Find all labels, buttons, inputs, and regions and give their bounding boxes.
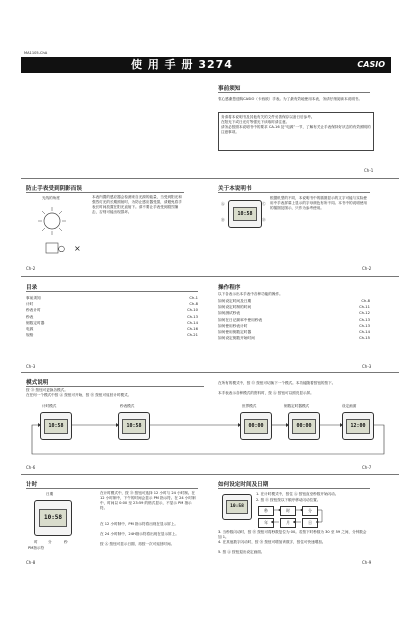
timekeeping-section	[26, 480, 198, 566]
page-number: Ch-6	[26, 465, 36, 470]
operations-heading: 操作程序	[218, 285, 241, 291]
toc-item[interactable]: 秒表 Ch-13	[26, 314, 198, 319]
minute-label: 分	[48, 540, 52, 544]
watch-display: 10:58	[44, 419, 68, 434]
setting-step: 1. 在计时模式中，按住 Ⓐ 按钮直至秒数开始闪动。	[256, 492, 339, 496]
sequence-arrows	[256, 504, 326, 528]
mode-label: 世界模式	[242, 404, 257, 408]
watch-illustration	[34, 500, 72, 536]
toc-item[interactable]: 电源 Ch-16	[26, 327, 198, 332]
timekeeping-bullet: 在 24 小时制中，24H指示符将出现在显示屏上。	[100, 532, 179, 536]
document-code: MA1105-ChA	[24, 51, 48, 55]
toc-item[interactable]: 计时 Ch-8	[26, 302, 198, 307]
sequence-item-year: 年	[258, 518, 274, 528]
about-text: 根据机型的不同，本说明书中的插图显示的文字可能与实际使用中手表屏幕上显示的字母颜色有所不同。本书中的说明使用的插图及图示，只作为参考使用。	[270, 196, 368, 210]
setting-step: 2. 按 Ⓓ 按钮按以下顺序移动闪动位置。	[256, 498, 321, 502]
operation-item[interactable]: 如何设定时制的时间 Ch-11	[218, 305, 370, 310]
modes-bullet: 按 Ⓓ 按钮可更换各模式。	[26, 388, 68, 392]
watch-display: 10:58	[226, 500, 248, 514]
page-number: Ch-1	[364, 168, 374, 173]
operations-section	[218, 283, 370, 341]
timekeeping-heading: 计时	[26, 482, 38, 488]
page-number: Ch-9	[362, 560, 372, 565]
solar-caption: 光线的角度	[42, 196, 60, 200]
modes-section	[26, 378, 398, 470]
operation-item[interactable]: 如何使用秒表计时 Ch-13	[218, 323, 370, 328]
operation-item[interactable]: 如何测试秒表 Ch-12	[218, 311, 370, 316]
operation-item[interactable]: 如何设定倒数开始时间 Ch-15	[218, 336, 370, 341]
sequence-item-month: 月	[280, 518, 296, 528]
toc-section	[26, 283, 198, 338]
button-label: Ⓒ	[262, 202, 266, 206]
mode-label: 秒表模式	[120, 404, 135, 408]
page-number: Ch-2	[26, 266, 36, 271]
setting-step: 4. 在其他数字闪动时，按 Ⓑ 按钮可增加该数字，按住可快速增加。	[218, 540, 326, 544]
watch-display: 00:00	[292, 419, 316, 434]
setting-section	[218, 480, 370, 566]
second-label: 秒	[64, 540, 68, 544]
toc-item[interactable]: 规格 Ch-21	[26, 333, 198, 338]
toc-item[interactable]: 事前须知 Ch-1	[26, 296, 198, 300]
notice-line: 务请将本说明书及其他有关的文件妥善保存以备日后参考。	[221, 115, 315, 119]
ng-mark: ×	[74, 244, 81, 253]
timekeeping-bullet: 在 12 小时制中，PM 指示符将出现在显示屏上。	[100, 522, 178, 526]
button-label: Ⓑ	[221, 218, 225, 222]
watch-illustration	[228, 200, 262, 228]
intro-notice-box	[218, 112, 374, 151]
sequence-item-second: 秒	[258, 506, 274, 516]
watch-display: 10:58	[122, 419, 146, 434]
page-number: Ch-3	[362, 364, 372, 369]
modes-heading: 模式说明	[26, 380, 49, 386]
mode-label: 倒数定时器模式	[284, 404, 310, 408]
modes-bullet: 在任何一个模式中按 Ⓐ 按钮可开始，按 Ⓑ 按钮可返回计时模式。	[26, 393, 132, 397]
manual-title: 使 用 手 册 3274	[131, 58, 233, 71]
solar-section	[26, 184, 186, 269]
pm-indicator-label: PM指示符	[28, 546, 45, 550]
page-number: Ch-2	[362, 266, 372, 271]
setting-step: 3. 当秒数闪动时，按 Ⓑ 按钮可将秒数复位为 00。若按下时秒数为 30 至 59 之间，分钟数会加 1。	[218, 530, 367, 539]
button-label: Ⓓ	[262, 218, 266, 222]
timekeeping-text: 在计时模式中，按 Ⓓ 按钮可选择 12 小时与 24 小时制。在 12 小时制中，下午的时间会显示 PM 指示符。在 24 小时制中，时间以 0:00 至 23:59 的格式显示，不显示 PM 指示符。	[100, 491, 196, 510]
watch-display: 12:00	[346, 419, 370, 434]
page-number: Ch-8	[26, 560, 36, 565]
solar-text: 本表内置的感应器会检测来自光源的能量，当受到阳光和强烈灯光的长期照射时，为防止感应器受损，请避免将手表长时间放置在阳光直射下。请不要让手表受到剧烈撞击，否则可能出现损坏。	[92, 195, 182, 214]
mode-label: 设定画面	[342, 404, 357, 408]
intro-heading: 事前须知	[218, 86, 241, 92]
title-bar	[21, 57, 391, 73]
toc-heading: 目录	[26, 285, 38, 291]
brand-logo: CASIO	[357, 60, 385, 69]
notice-line: 请务必按照本说明书中的要求 CA-16 及“电源”一节，了解有关让手表保持好状态的有效照明的注意事项。	[221, 125, 371, 134]
sequence-item-minute: 分	[302, 506, 318, 516]
sequence-item-hour: 时	[280, 506, 296, 516]
page-number: Ch-3	[26, 364, 36, 369]
watch-illustration	[222, 494, 252, 520]
mode-flow-arrows	[26, 408, 398, 464]
toc-item[interactable]: 秒表计时 Ch-10	[26, 308, 198, 313]
watch-display: 00:00	[244, 419, 268, 434]
solar-heading: 防止手表受到阴影而误	[26, 186, 82, 192]
watch-display: 10:58	[39, 509, 67, 527]
about-heading: 关于本说明书	[218, 186, 252, 192]
intro-section	[218, 84, 371, 134]
hour-label: 时	[34, 540, 38, 544]
mode-label: 计时模式	[42, 404, 57, 408]
intro-paragraph: 衷心感谢您选购CASIO（卡西欧）手表。为了最有效地使用本表，务请仔细阅读本说明书。	[218, 97, 363, 101]
modes-bullet: 在所有的模式中，按 Ⓓ 按钮可切换下一个模式。本功能随着按钮的按下。	[218, 381, 336, 385]
setting-step: 5. 按 Ⓐ 按钮退出设定画面。	[218, 550, 265, 554]
operation-item[interactable]: 如何在日记频率中使用秒表 Ch-13	[218, 317, 370, 322]
button-label: Ⓐ	[221, 202, 225, 206]
about-manual-section	[218, 184, 370, 269]
modes-bullet: 本手表表示各种模式的资料时，按 Ⓐ 按钮可以照亮显示屏。	[218, 391, 314, 395]
sequence-item-day: 日	[302, 518, 318, 528]
page-number: Ch-7	[362, 465, 372, 470]
date-caption: 日期	[46, 492, 54, 496]
operations-intro: 以下各表示出本手表中各种功能的操作。	[218, 292, 283, 296]
operation-item[interactable]: 如何使用倒数定时器 Ch-14	[218, 330, 370, 335]
timekeeping-bullet: 按 Ⓐ 按钮可显示日期，再按一次可返回时间。	[100, 542, 175, 546]
sun-illustration	[28, 199, 76, 259]
toc-item[interactable]: 倒数定时器 Ch-14	[26, 320, 198, 325]
setting-heading: 如何设定时间及日期	[218, 482, 269, 488]
operation-item[interactable]: 如何设定时间及日期 Ch-8	[218, 299, 370, 303]
watch-display: 10:58	[233, 207, 257, 221]
ok-mark: ○	[58, 244, 65, 253]
notice-line: 在阳光下或日光灯等强光下读取时请注意。	[221, 120, 290, 124]
